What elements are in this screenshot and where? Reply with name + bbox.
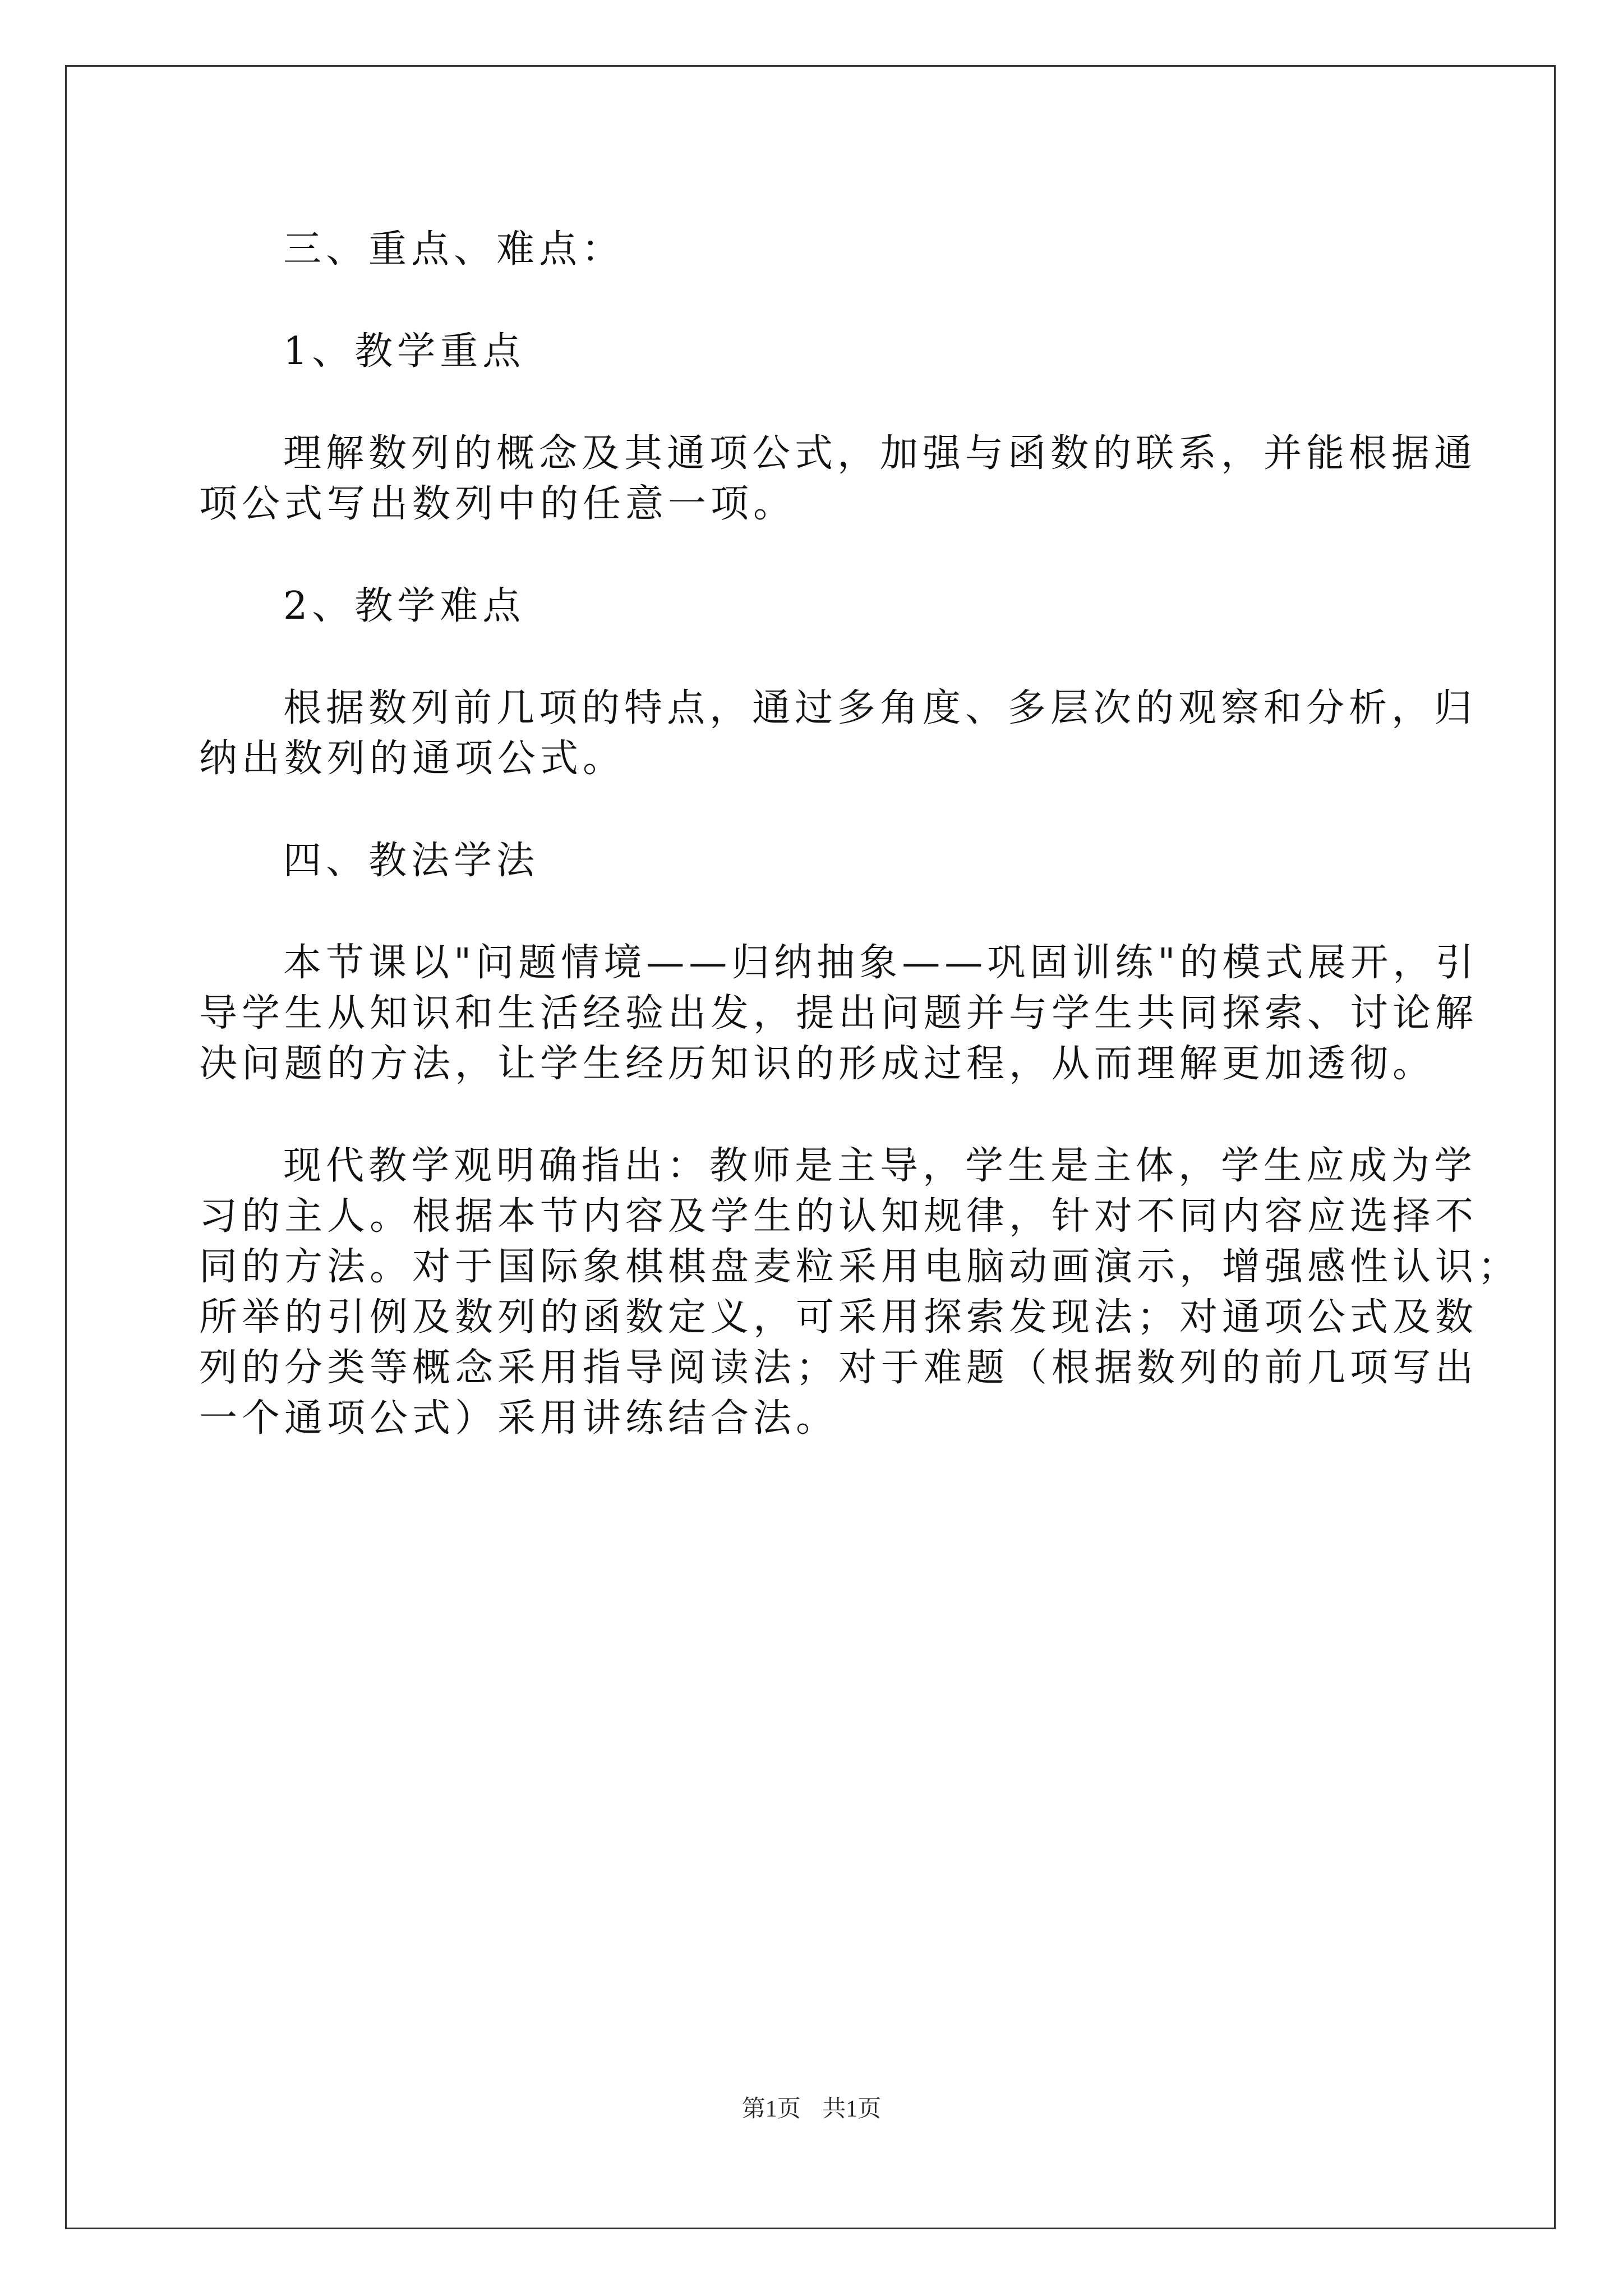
document-body xyxy=(199,224,1521,1444)
text-line: 2、教学难点 xyxy=(283,584,525,628)
subheading-teaching-focus xyxy=(199,326,1430,377)
text-line: 所举的引例及数列的函数定义，可采用探索发现法；对通项公式及数 xyxy=(199,1295,1478,1340)
paragraph-modern-teaching xyxy=(199,1141,1521,1444)
text-line: 列的分类等概念采用指导阅读法；对于难题（根据数列的前几项写出 xyxy=(199,1346,1478,1390)
text-line: 四、教法学法 xyxy=(283,839,540,883)
page-footer xyxy=(0,2092,1623,2126)
page-number: 第1页 xyxy=(741,2096,801,2122)
text-line: 导学生从知识和生活经验出发，提出问题并与学生共同探索、讨论解 xyxy=(199,991,1478,1036)
text-line: 理解数列的概念及其通项公式，加强与函数的联系，并能根据通 xyxy=(283,431,1477,476)
text-line: 一个通项公式）采用讲练结合法。 xyxy=(199,1396,839,1441)
text-line: 三、重点、难点： xyxy=(283,227,625,272)
text-line: 项公式写出数列中的任意一项。 xyxy=(199,482,796,526)
heading-teaching-methods xyxy=(199,836,1430,886)
paragraph-teaching-difficulty xyxy=(199,683,1477,784)
text-line: 习的主人。根据本节内容及学生的认知规律，针对不同内容应选择不 xyxy=(199,1194,1478,1239)
text-line: 现代教学观明确指出：教师是主导，学生是主体，学生应成为学 xyxy=(283,1144,1477,1188)
text-line: 纳出数列的通项公式。 xyxy=(199,737,626,781)
text-line: 根据数列前几项的特点，通过多角度、多层次的观察和分析，归 xyxy=(283,686,1477,730)
text-line: 决问题的方法，让学生经历知识的形成过程，从而理解更加透彻。 xyxy=(199,1042,1436,1086)
paragraph-teaching-focus xyxy=(199,429,1477,530)
heading-key-points xyxy=(199,224,1430,275)
text-line: 本节课以"问题情境——归纳抽象——巩固训练"的模式展开，引 xyxy=(283,941,1478,985)
paragraph-lesson-mode xyxy=(199,938,1478,1089)
text-line: 1、教学重点 xyxy=(283,329,525,374)
text-line: 同的方法。对于国际象棋棋盘麦粒采用电脑动画演示，增强感性认识； xyxy=(199,1245,1521,1289)
subheading-teaching-difficulty xyxy=(199,581,1430,632)
page-total: 共1页 xyxy=(822,2096,882,2122)
